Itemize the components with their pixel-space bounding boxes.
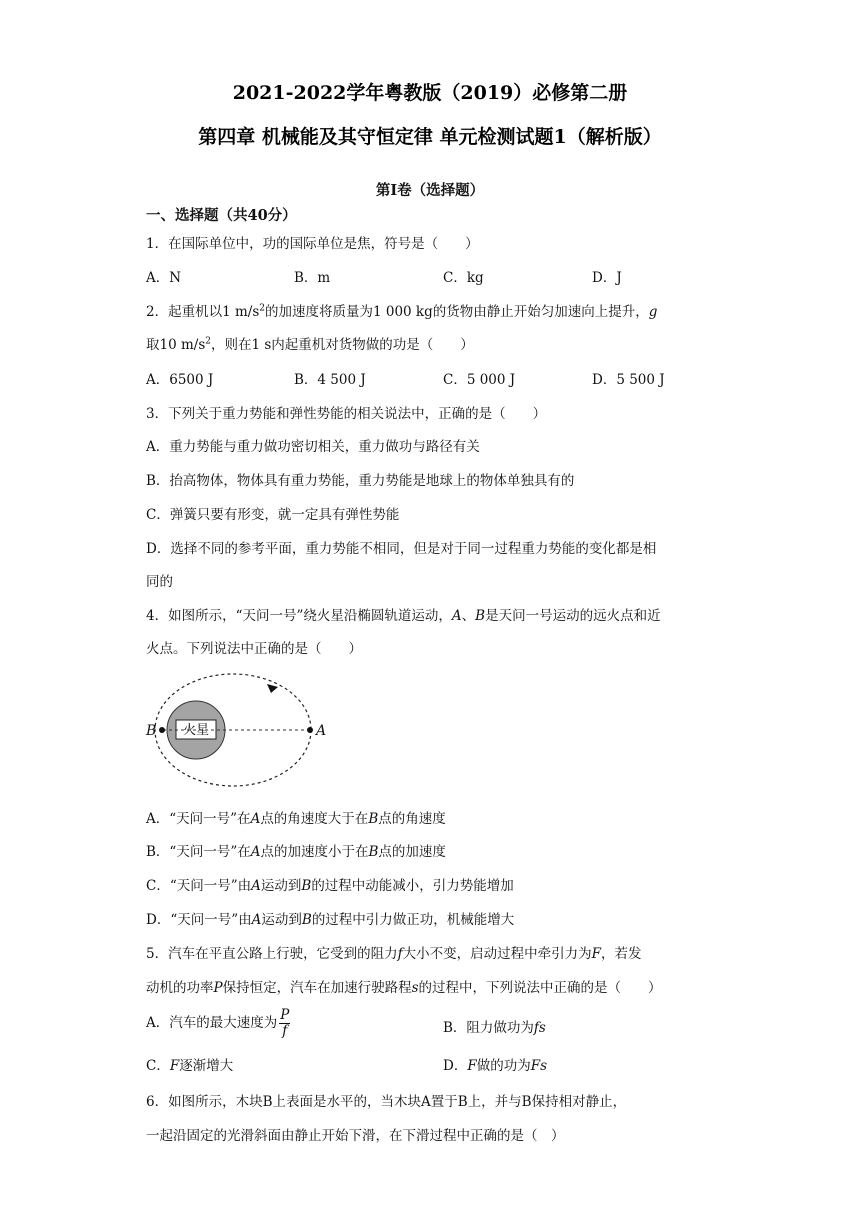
- exam-title-line1: 2021-2022学年粤教版（2019）必修第二册: [232, 82, 628, 104]
- section-heading: 一、选择题（共40分）: [146, 207, 297, 224]
- point-b-label: B: [146, 723, 157, 739]
- orbit-diagram: [140, 670, 340, 794]
- q2-option-c: C．5 000 J: [443, 372, 516, 388]
- q4-option-a: A．“天问一号”在A点的角速度大于在B点的角速度: [146, 811, 446, 827]
- question-6-stem-line2: 一起沿固定的光滑斜面由静止开始下滑，在下滑过程中正确的是（ ）: [146, 1128, 565, 1144]
- q3-option-c: C．弹簧只要有形变，就一定具有弹性势能: [146, 507, 400, 523]
- q5-option-d: D．F做的功为Fs: [443, 1058, 547, 1074]
- q4-option-d: D．“天问一号”由A运动到B的过程中引力做正功，机械能增大: [146, 912, 515, 928]
- direction-arrow-icon: [267, 684, 278, 693]
- q3-option-b: B．抬高物体，物体具有重力势能，重力势能是地球上的物体单独具有的: [146, 473, 575, 489]
- q5-option-a: A．汽车的最大速度为 $\frac{P}{f}$: [146, 1007, 290, 1039]
- q1-option-a: A．N: [146, 270, 182, 286]
- exam-title-line2: 第四章 机械能及其守恒定律 单元检测试题1（解析版）: [198, 126, 662, 148]
- q1-option-b: B．m: [294, 270, 331, 286]
- q3-option-a: A．重力势能与重力做功密切相关，重力做功与路径有关: [146, 439, 480, 455]
- q2-option-a: A．6500 J: [146, 372, 214, 388]
- q2-option-b: B．4 500 J: [294, 372, 366, 388]
- planet-label: 火星: [182, 723, 210, 738]
- question-2-stem-line1: 2．起重机以1 $m/s^2$的加速度将质量为1 000 kg的货物由静止开始匀加速向上提升，g: [146, 303, 658, 320]
- q4-option-c: C．“天问一号”由A运动到B的过程中动能减小，引力势能增加: [146, 878, 514, 894]
- q1-option-c: C．kg: [443, 270, 484, 286]
- question-4-stem-line1: 4．如图所示，“天问一号”绕火星沿椭圆轨道运动，A、B是天问一号运动的远火点和近: [146, 608, 661, 624]
- q5-option-b: B．阻力做功为fs: [443, 1020, 546, 1036]
- question-6-stem-line1: 6．如图所示，木块B上表面是水平的，当木块A置于B上，并与B保持相对静止，: [146, 1094, 627, 1110]
- q3-option-d-continued: 同的: [146, 574, 173, 590]
- question-5-stem-line1: 5．汽车在平直公路上行驶，它受到的阻力f大小不变，启动过程中牵引力为F，若发: [146, 946, 642, 962]
- volume-heading: 第Ⅰ卷（选择题）: [375, 182, 485, 199]
- q1-option-d: D．J: [592, 270, 622, 286]
- q2-option-d: D．5 500 J: [592, 372, 665, 388]
- q4-option-b: B．“天问一号”在A点的加速度小于在B点的加速度: [146, 844, 446, 860]
- question-2-stem-line2: 取10 $m/s^2$，则在1 s内起重机对货物做的功是（ ）: [146, 336, 474, 353]
- q3-option-d: D．选择不同的参考平面，重力势能不相同，但是对于同一过程重力势能的变化都是相: [146, 541, 657, 557]
- point-a-dot: [307, 727, 313, 733]
- point-b-dot: [159, 727, 165, 733]
- question-3-stem: 3．下列关于重力势能和弹性势能的相关说法中，正确的是（ ）: [146, 406, 547, 422]
- mars-orbit-figure: [140, 670, 340, 798]
- q5-option-c: C．F逐渐增大: [146, 1058, 234, 1074]
- question-5-stem-line2: 动机的功率P保持恒定，汽车在加速行驶路程s的过程中，下列说法中正确的是（ ）: [146, 980, 662, 996]
- question-1-stem: 1．在国际单位中，功的国际单位是焦，符号是（ ）: [146, 236, 479, 252]
- fraction-p-over-f: $\frac{P}{f}$: [280, 1007, 290, 1039]
- point-a-label: A: [316, 723, 327, 739]
- question-4-stem-line2: 火点。下列说法中正确的是（ ）: [146, 641, 362, 657]
